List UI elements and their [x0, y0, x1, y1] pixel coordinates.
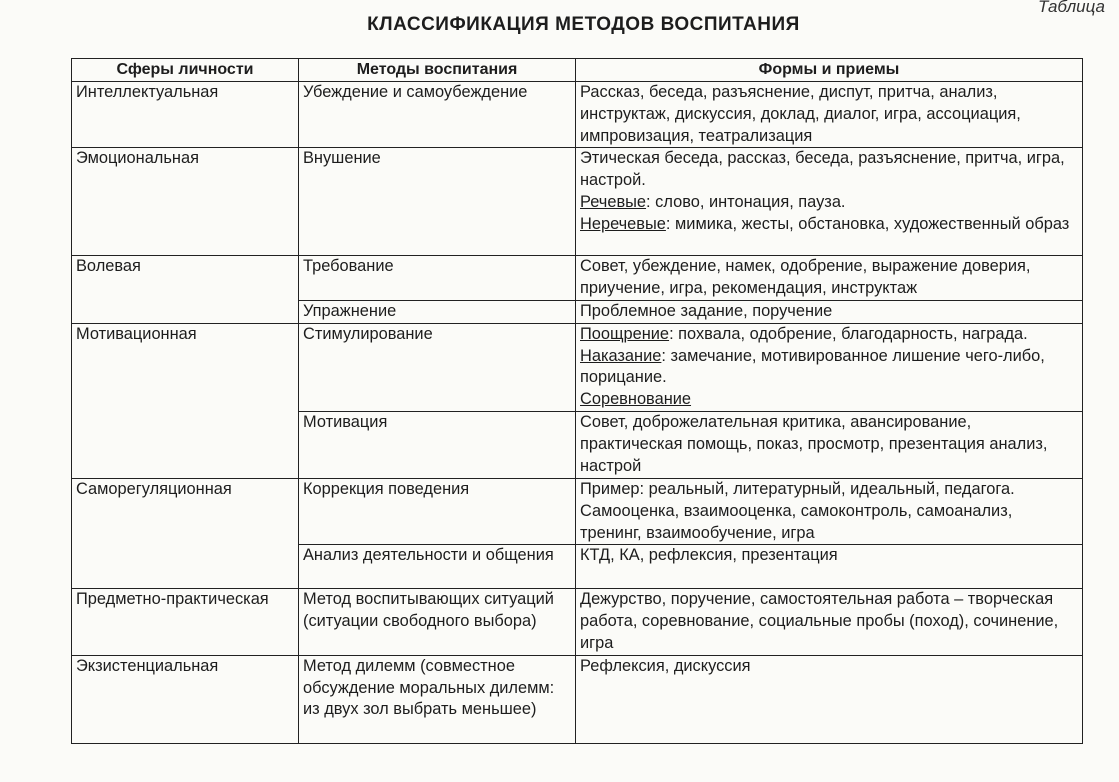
forms-cell: [576, 148, 1083, 256]
table-row: [72, 323, 1083, 411]
table-row: [72, 148, 1083, 256]
forms-cell: [576, 323, 1083, 411]
table-row: [72, 478, 1083, 544]
method-cell: Упражнение: [299, 300, 576, 323]
header-spheres: Сферы личности: [72, 59, 299, 82]
method-cell: Мотивация: [299, 411, 576, 478]
sphere-cell: Эмоциональная: [72, 148, 299, 256]
sphere-cell: Экзистенциальная: [72, 655, 299, 743]
page-title: КЛАССИФИКАЦИЯ МЕТОДОВ ВОСПИТАНИЯ: [367, 14, 800, 35]
table-row: [72, 589, 1083, 655]
sphere-cell: Интеллектуальная: [72, 82, 299, 148]
forms-underlined: Речевые: [580, 192, 647, 211]
table-header-row: [72, 59, 1083, 82]
forms-line: [580, 192, 1078, 214]
forms-text: : похвала, одобрение, благодарность, награда.: [669, 324, 1028, 343]
method-cell: Коррекция поведения: [299, 478, 576, 544]
forms-cell: Пример: реальный, литературный, идеальный, педагога. Самооценка, взаимооценка, самоконтроль, самоанализ, тренинг, взаимообучение, игра: [576, 478, 1083, 544]
forms-cell: КТД, КА, рефлексия, презентация: [576, 545, 1083, 589]
sphere-cell: Волевая: [72, 256, 299, 323]
forms-line: [580, 389, 1078, 411]
forms-line: [580, 346, 1078, 390]
method-cell: Убеждение и самоубеждение: [299, 82, 576, 148]
method-cell: Внушение: [299, 148, 576, 256]
method-cell: Требование: [299, 256, 576, 301]
table-row: [72, 655, 1083, 743]
sphere-cell: Саморегуляционная: [72, 478, 299, 588]
header-methods: Методы воспитания: [299, 59, 576, 82]
header-forms: Формы и приемы: [576, 59, 1083, 82]
forms-text: : слово, интонация, пауза.: [646, 192, 846, 211]
forms-text: : замечание, мотивированное лишение чего-либо, порицание.: [580, 346, 1045, 387]
forms-underlined: Поощрение: [580, 324, 670, 343]
methods-table: [71, 58, 1083, 744]
forms-cell: Совет, убеждение, намек, одобрение, выражение доверия, приучение, игра, рекомендация, инструктаж: [576, 256, 1083, 301]
forms-cell: Проблемное задание, поручение: [576, 300, 1083, 323]
table-label: Таблица: [1037, 0, 1105, 16]
forms-cell: Рефлексия, дискуссия: [576, 655, 1083, 743]
forms-underlined: Неречевые: [580, 214, 666, 233]
method-cell: Анализ деятельности и общения: [299, 545, 576, 589]
forms-underlined: Наказание: [580, 346, 662, 365]
table-row: [72, 256, 1083, 301]
table-row: [72, 82, 1083, 148]
forms-cell: Рассказ, беседа, разъяснение, диспут, притча, анализ, инструктаж, дискуссия, доклад, диалог, игра, ассоциация, импровизация, театрализация: [576, 82, 1083, 148]
forms-line: [580, 214, 1078, 236]
forms-underlined: Соревнование: [580, 390, 692, 409]
forms-line: [580, 324, 1078, 346]
method-cell: Метод воспитывающих ситуаций (ситуации свободного выбора): [299, 589, 576, 655]
method-cell: Стимулирование: [299, 323, 576, 411]
forms-cell: Дежурство, поручение, самостоятельная работа – творческая работа, соревнование, социальные пробы (поход), сочинение, игра: [576, 589, 1083, 655]
forms-text: Этическая беседа, рассказ, беседа, разъяснение, притча, игра, настрой.: [580, 149, 1065, 190]
forms-cell: Совет, доброжелательная критика, авансирование, практическая помощь, показ, просмотр, презентация анализ, настрой: [576, 411, 1083, 478]
sphere-cell: Предметно-практическая: [72, 589, 299, 655]
method-cell: Метод дилемм (совместное обсуждение моральных дилемм: из двух зол выбрать меньшее): [299, 655, 576, 743]
forms-text: : мимика, жесты, обстановка, художественный образ: [665, 214, 1070, 233]
sphere-cell: Мотивационная: [72, 323, 299, 478]
